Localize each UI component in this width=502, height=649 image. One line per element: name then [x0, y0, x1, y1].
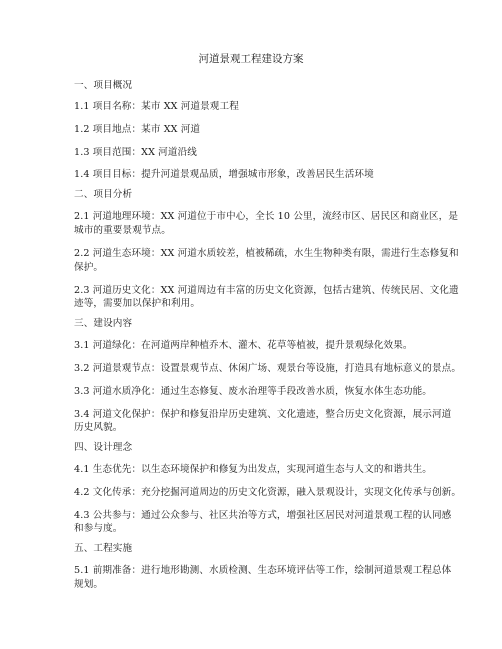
paragraph-2-3-line1: 2.3 河道历史文化：XX 河道周边有丰富的历史文化资源，包括古建筑、传统民居、文化遗	[74, 285, 459, 296]
section-heading-overview: 一、项目概况	[74, 80, 133, 91]
paragraph-2-2-line1: 2.2 河道生态环境：XX 河道水质较差，植被稀疏，水生生物种类有限，需进行生态修复和	[74, 248, 459, 259]
paragraph-5-1-line2: 规划。	[74, 579, 104, 590]
paragraph-2-3-line2: 迹等，需要加以保护和利用。	[74, 298, 201, 309]
paragraph-2-2-line2: 保护。	[74, 262, 104, 273]
paragraph-3-1: 3.1 河道绿化：在河道两岸种植乔木、灌木、花草等植被，提升景观绿化效果。	[74, 340, 413, 351]
document-title: 河道景观工程建设方案	[198, 53, 304, 65]
paragraph-1-4: 1.4 项目目标：提升河道景观品质，增强城市形象，改善居民生活环境	[74, 169, 374, 180]
paragraph-5-1-line1: 5.1 前期准备：进行地形勘测、水质检测、生态环境评估等工作，绘制河道景观工程总体	[74, 565, 452, 576]
paragraph-1-2: 1.2 项目地点：某市 XX 河道	[74, 124, 201, 135]
section-heading-analysis: 二、项目分析	[74, 189, 133, 200]
paragraph-3-2: 3.2 河道景观节点：设置景观节点、休闲广场、观景台等设施，打造具有地标意义的景点。	[74, 363, 462, 374]
section-heading-construction: 三、建设内容	[74, 318, 133, 329]
paragraph-4-3-line2: 和参与度。	[74, 523, 123, 534]
paragraph-4-1: 4.1 生态优先：以生态环境保护和修复为出发点，实现河道生态与人文的和谐共生。	[74, 464, 432, 475]
paragraph-3-4-line1: 3.4 河道文化保护：保护和修复沿岸历史建筑、文化遗迹，整合历史文化资源，展示河道	[74, 409, 452, 420]
paragraph-4-2: 4.2 文化传承：充分挖掘河道周边的历史文化资源，融入景观设计，实现文化传承与创新。	[74, 487, 462, 498]
paragraph-2-1-line1: 2.1 河道地理环境：XX 河道位于市中心，全长 10 公里，流经市区、居民区和商业区，是	[74, 211, 459, 222]
paragraph-1-1: 1.1 项目名称：某市 XX 河道景观工程	[74, 101, 239, 112]
section-heading-implementation: 五、工程实施	[74, 543, 133, 554]
paragraph-3-4-line2: 历史风貌。	[74, 422, 123, 433]
paragraph-4-3-line1: 4.3 公共参与：通过公众参与、社区共治等方式，增强社区居民对河道景观工程的认同感	[74, 510, 452, 521]
paragraph-2-1-line2: 城市的重要景观节点。	[74, 225, 171, 236]
section-heading-design: 四、设计理念	[74, 442, 133, 453]
paragraph-1-3: 1.3 项目范围：XX 河道沿线	[74, 147, 197, 158]
paragraph-3-3: 3.3 河道水质净化：通过生态修复、废水治理等手段改善水质，恢复水体生态功能。	[74, 386, 432, 397]
